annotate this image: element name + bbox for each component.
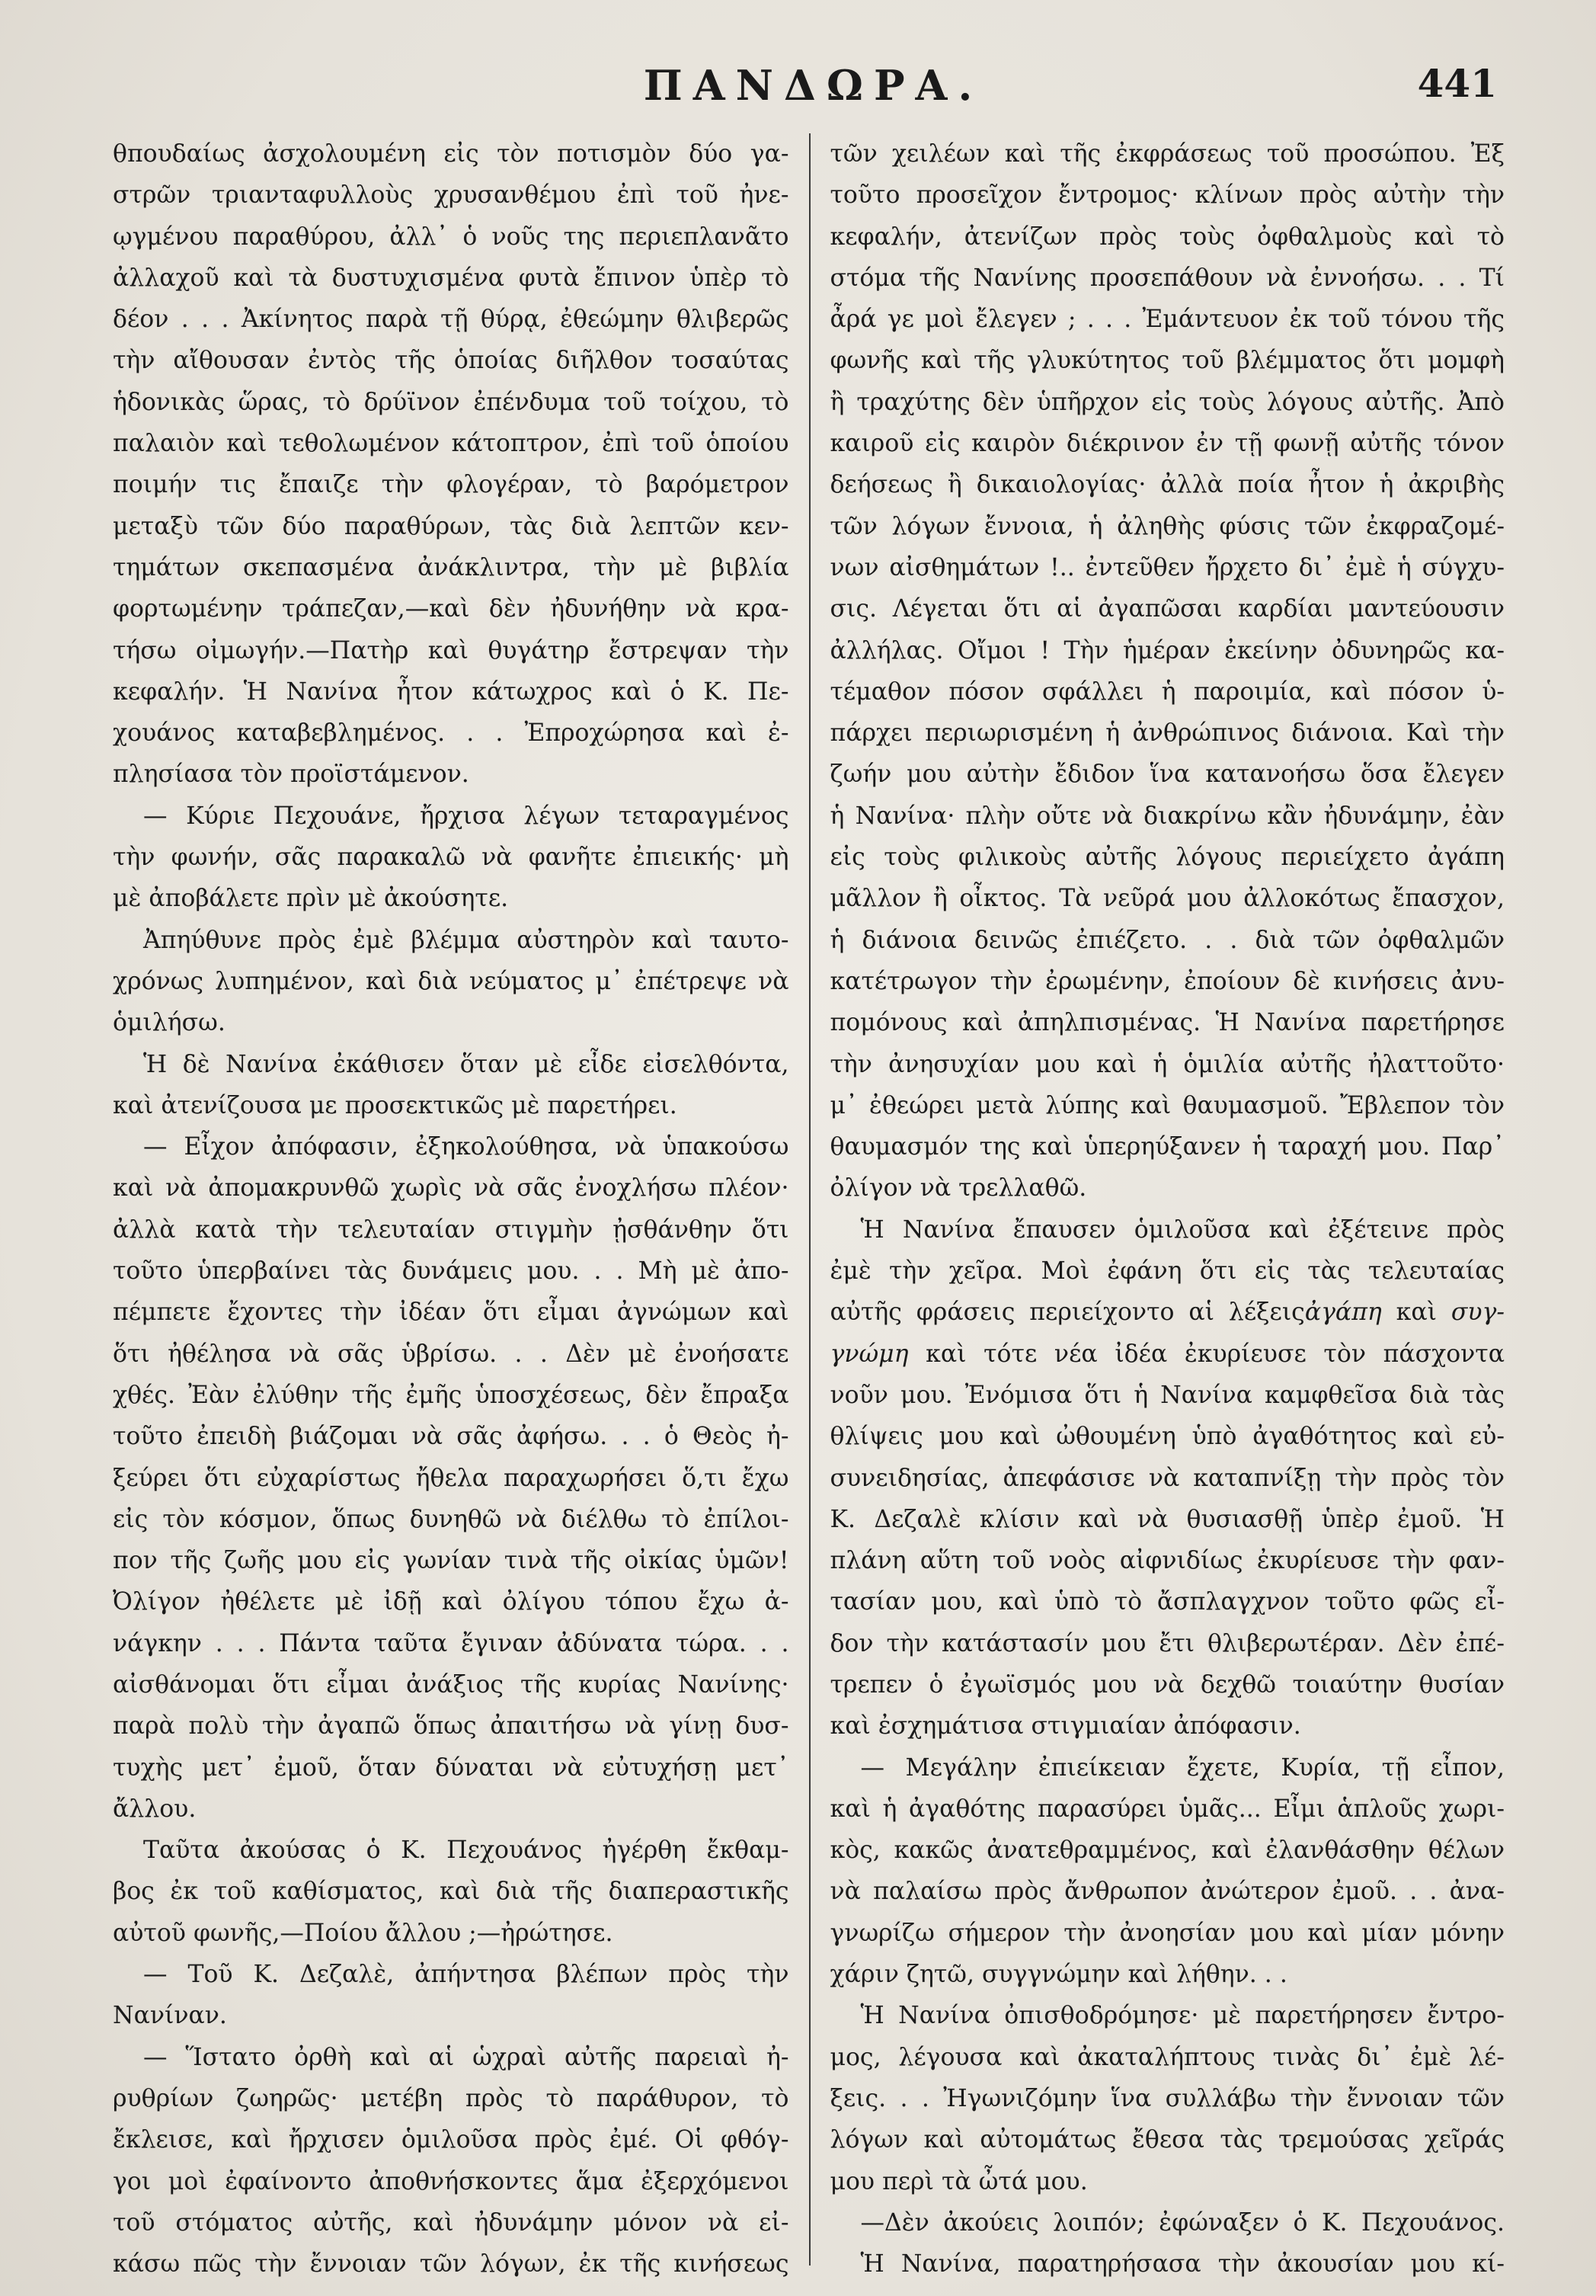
left-column [113,133,809,2278]
text-line: ῳγμένου παραθύρου, ἀλλ᾽ ὁ νοῦς της περιεπλανᾶτο [113,223,789,251]
text-line: κεφαλήν. Ἡ Νανίνα ἦτον κάτωχρος καὶ ὁ Κ. Πε- [113,677,789,706]
text-line: σις. Λέγεται ὅτι αἱ ἀγαπῶσαι καρδίαι μαντεύουσιν [830,595,1505,623]
text-line: καιροῦ εἰς καιρὸν διέκρινον ἐν τῇ φωνῇ αὐτῆς τόνον [830,430,1505,458]
text-line: ἡδονικὰς ὥρας, τὸ δρύϊνον ἐπένδυμα τοῦ τοίχου, τὸ [113,388,789,416]
text-line: λόγων καὶ αὐτομάτως ἔθεσα τὰς τρεμούσας χεῖράς [830,2126,1505,2154]
text-line: δέον . . . Ἀκίνητος παρὰ τῇ θύρᾳ, ἐθεώμην θλιβερῶς [113,306,789,334]
text-line: ρυθρίων ζωηρῶς· μετέβη πρὸς τὸ παράθυρον, τὸ [113,2084,789,2112]
text-line: τημάτων σκεπασμένα ἀνάκλιντρα, τὴν μὲ βιβλία [113,553,789,581]
text-line: κεφαλήν, ἀτενίζων πρὸς τοὺς ὀφθαλμοὺς καὶ τὸ [830,223,1505,251]
emphasized-word: ἀγάπη [1304,1299,1382,1327]
text-line: ξεις. . . Ἠγωνιζόμην ἵνα συλλάβω τὴν ἔννοιαν τῶν [830,2084,1505,2112]
text-line: — Ἵστατο ὀρθὴ καὶ αἱ ὡχραὶ αὐτῆς παρειαὶ ἠ- [143,2043,789,2071]
text-line: γνωρίζω σήμερον τὴν ἀνοησίαν μου καὶ μίαν μόνην [830,1919,1505,1947]
text-line: Ἡ Νανίνα, παρατηρήσασα τὴν ἀκουσίαν μου κί- [860,2250,1505,2278]
text-line: τῶν χειλέων καὶ τῆς ἐκφράσεως τοῦ προσώπου. Ἐξ [830,140,1505,168]
text-line: —Δὲν ἀκούεις λοιπόν; ἐφώναξεν ὁ Κ. Πεχουάνος. [860,2208,1505,2237]
text-line: δεήσεως ἢ δικαιολογίας· ἀλλὰ ποία ἦτον ἡ ἀκριβὴς [830,471,1505,499]
text-line: χθές. Ἐὰν ἐλύθην τῆς ἐμῆς ὑποσχέσεως, δὲν ἔπραξα [113,1381,789,1409]
emphasized-word: γνώμη [830,1340,909,1368]
text-line: μ᾽ ἐθεώρει μετὰ λύπης καὶ θαυμασμοῦ. Ἔβλεπον τὸν [830,1091,1505,1119]
text-line: θπουδαίως ἀσχολουμένη εἰς τὸν ποτισμὸν δύο γα- [113,140,789,168]
text-line: κάσω πῶς τὴν ἔννοιαν τῶν λόγων, ἐκ τῆς κινήσεως [113,2250,789,2278]
text-line: μου περὶ τὰ ὦτά μου. [830,2167,1088,2195]
text-line: — Μεγάλην ἐπιείκειαν ἔχετε, Κυρία, τῇ εἶπον, [860,1753,1505,1782]
text-line: — Κύριε Πεχουάνε, ἤρχισα λέγων τεταραγμένος [143,802,789,830]
text-line: ἡ διάνοια δεινῶς ἐπιέζετο. . . διὰ τῶν ὀφθαλμῶν [830,926,1505,954]
text-line: ἀλλαχοῦ καὶ τὰ δυστυχισμένα φυτὰ ἔπινον ὑπὲρ τὸ [113,264,789,292]
text-line: Ταῦτα ἀκούσας ὁ Κ. Πεχουάνος ἠγέρθη ἔκθαμ- [143,1836,789,1865]
line-text: καὶ τότε νέα ἰδέα ἐκυρίευσε τὸν πάσχοντα [908,1340,1505,1368]
text-line: συνειδησίας, ἀπεφάσισε νὰ καταπνίξῃ τὴν πρὸς τὸν [830,1464,1505,1492]
text-line: τοῦτο ἐπειδὴ βιάζομαι νὰ σᾶς ἀφήσω. . . ὁ Θεὸς ἠ- [113,1423,789,1451]
text-line: τὴν αἴθουσαν ἐντὸς τῆς ὁποίας διῆλθον τοσαύτας [113,347,789,375]
text-line: μὲ ἀποβάλετε πρὶν μὲ ἀκούσητε. [113,885,509,913]
text-line: τοῦτο προσεῖχον ἔντρομος· κλίνων πρὸς αὐτὴν τὴν [830,181,1505,210]
text-line: τυχὴς μετ᾽ ἐμοῦ, ὅταν δύναται νὰ εὐτυχήσῃ μετ᾽ [113,1753,789,1782]
text-line: — Τοῦ Κ. Δεζαλὲ, ἀπήντησα βλέπων πρὸς τὴν [143,1961,789,1989]
text-line: ὁμιλήσω. [113,1009,225,1037]
text-line: καὶ ἐσχημάτισα στιγμιαίαν ἀπόφασιν. [830,1712,1301,1740]
text-line: ζωήν μου αὐτὴν ἔδιδον ἵνα κατανοήσω ὅσα ἔλεγεν [830,761,1505,789]
text-line: φωνῆς καὶ τῆς γλυκύτητος τοῦ βλέμματος ὅτι μομφὴ [830,347,1505,375]
text-line: ξεύρει ὅτι εὐχαρίστως ἤθελα παραχωρήσει ὅ,τι ἔχω [113,1464,789,1492]
line-text: καὶ [1381,1299,1451,1327]
text-columns [113,133,1505,2278]
text-line: μεταξὺ τῶν δύο παραθύρων, τὰς διὰ λεπτῶν κεν- [113,512,789,540]
text-line: νὰ παλαίσω πρὸς ἄνθρωπον ἀνώτερον ἐμοῦ. . . ἀνα- [830,1878,1505,1906]
text-line: εἰς τοὺς φιλικοὺς αὐτῆς λόγους περιείχετο ἀγάπη [830,844,1505,872]
text-line: πλάνη αὕτη τοῦ νοὸς αἰφνιδίως ἐκυρίευσε τὴν φαν- [830,1547,1505,1575]
text-line: καὶ νὰ ἀπομακρυνθῶ χωρὶς νὰ σᾶς ἐνοχλήσω πλέον· [113,1174,789,1202]
text-line: ἆρά γε μοὶ ἔλεγεν ; . . . Ἐμάντευον ἐκ τοῦ τόνου τῆς [830,306,1505,334]
text-line: πομόνους καὶ ἀπηλπισμένας. Ἡ Νανίνα παρετήρησε [830,1009,1505,1037]
text-line: νοῦν μου. Ἐνόμισα ὅτι ἡ Νανίνα καμφθεῖσα διὰ τὰς [830,1381,1505,1409]
text-line: θαυμασμόν της καὶ ὑπερηύξανεν ἡ ταραχή μου. Παρ᾽ [830,1133,1505,1161]
right-column [809,133,1505,2278]
text-line: τασίαν μου, καὶ ὑπὸ τὸ ἄσπλαγχνον τοῦτο φῶς εἶ- [830,1588,1505,1616]
text-line: νων αἰσθημάτων !.. ἐντεῦθεν ἤρχετο δι᾽ ἐμὲ ἡ σύγχυ- [830,553,1505,581]
text-line: ἀλλήλας. Οἴμοι ! Τὴν ἡμέραν ἐκείνην ὀδυνηρῶς κα- [830,636,1505,664]
text-line: Ἡ Νανίνα ἔπαυσεν ὁμιλοῦσα καὶ ἐξέτεινε πρὸς [860,1215,1505,1244]
line-text: αὐτῆς φράσεις περιείχοντο αἱ λέξεις [830,1299,1305,1327]
text-line: νάγκην . . . Πάντα ταῦτα ἔγιναν ἀδύνατα τώρα. . . [113,1629,789,1657]
text-line: Ὀλίγον ἠθέλετε μὲ ἰδῇ καὶ ὀλίγου τόπου ἔχω ἀ- [113,1588,789,1616]
text-line: πέμπετε ἔχοντες τὴν ἰδέαν ὅτι εἶμαι ἀγνώμων καὶ [113,1299,789,1327]
text-line: πλησίασα τὸν προϊστάμενον. [113,761,469,789]
text-line: πάρχει περιωρισμένη ἡ ἀνθρώπινος διάνοια. Καὶ τὴν [830,719,1505,748]
text-line: παρὰ πολὺ τὴν ἀγαπῶ ὅπως ἀπαιτήσω νὰ γίνῃ δυσ- [113,1712,789,1740]
text-line: τῶν λόγων ἔννοια, ἡ ἀληθὴς φύσις τῶν ἐκφραζομέ- [830,512,1505,540]
text-line: ὀλίγον νὰ τρελλαθῶ. [830,1174,1087,1202]
text-line: χρόνως λυπημένον, καὶ διὰ νεύματος μ᾽ ἐπέτρεψε νὰ [113,967,789,995]
text-line: τρεπεν ὁ ἐγωϊσμός μου νὰ δεχθῶ τοιαύτην θυσίαν [830,1670,1505,1699]
text-line: παλαιὸν καὶ τεθολωμένον κάτοπτρον, ἐπὶ τοῦ ὁποίου [113,430,789,458]
text-line: εἰς τὸν κόσμον, ὅπως δυνηθῶ νὰ διέλθω τὸ ἐπίλοι- [113,1505,789,1533]
text-line: ἡ Νανίνα· πλὴν οὔτε νὰ διακρίνω κἂν ἠδυνάμην, ἐὰν [830,802,1505,830]
text-line: μᾶλλον ἢ οἶκτος. Τὰ νεῦρά μου ἀλλοκότως ἔπασχον, [830,885,1505,913]
text-line: πον τῆς ζωῆς μου εἰς γωνίαν τινὰ τῆς οἰκίας ὑμῶν! [113,1547,789,1575]
text-line: ποιμήν τις ἔπαιζε τὴν φλογέραν, τὸ βαρόμετρον [113,471,789,499]
text-line: χάριν ζητῶ, συγγνώμην καὶ λήθην. . . [830,1961,1287,1989]
text-line: καὶ ἀτενίζουσα με προσεκτικῶς μὲ παρετήρει. [113,1091,677,1119]
text-line: μος, λέγουσα καὶ ἀκαταλήπτους τινὰς δι᾽ ἐμὲ λέ- [830,2043,1505,2071]
text-line [830,1334,1505,1375]
text-line: θλίψεις μου καὶ ὠθουμένη ὑπὸ ἀγαθότητος καὶ εὐ- [830,1423,1505,1451]
text-line: τοῦτο ὑπερβαίνει τὰς δυνάμεις μου. . . Μὴ μὲ ἀπο- [113,1257,789,1286]
text-line: Κ. Δεζαλὲ κλίσιν καὶ νὰ θυσιασθῇ ὑπὲρ ἐμοῦ. Ἡ [830,1505,1505,1533]
text-line: ἔκλεισε, καὶ ἤρχισεν ὁμιλοῦσα πρὸς ἐμέ. Οἱ φθόγ- [113,2126,789,2154]
text-line: καὶ ἡ ἀγαθότης παρασύρει ὑμᾶς... Εἶμι ἁπλοῦς χωρι- [830,1795,1505,1823]
text-line: τοῦ στόματος αὐτῆς, καὶ ἠδυνάμην μόνον νὰ εἰ- [113,2208,789,2237]
text-line: στόμα τῆς Νανίνης προσεπάθουν νὰ ἐννοήσω. . . Τί [830,264,1505,292]
text-line: γοι μοὶ ἐφαίνοντο ἀποθνήσκοντες ἅμα ἐξερχόμενοι [113,2167,789,2195]
text-line: Ἡ Νανίνα ὀπισθοδρόμησε· μὲ παρετήρησεν ἔντρο- [860,2002,1505,2030]
text-line: ἐμὲ τὴν χεῖρα. Μοὶ ἐφάνη ὅτι εἰς τὰς τελευταίας [830,1257,1505,1286]
text-line: τὴν ἀνησυχίαν μου καὶ ἡ ὁμιλία αὐτῆς ἠλαττοῦτο· [830,1050,1505,1078]
text-line: βος ἐκ τοῦ καθίσματος, καὶ διὰ τῆς διαπεραστικῆς [113,1878,789,1906]
text-line: ὅτι ἠθέλησα νὰ σᾶς ὑβρίσω. . . Δὲν μὲ ἐνοήσατε [113,1340,789,1368]
text-line [830,1292,1505,1333]
text-line: δον τὴν κατάστασίν μου ἔτι θλιβερωτέραν. Δὲν ἐπέ- [830,1629,1505,1657]
page-header [122,61,1505,130]
text-line: στρῶν τριανταφυλλοὺς χρυσανθέμου ἐπὶ τοῦ ἠνε- [113,181,789,210]
text-line: — Εἶχον ἀπόφασιν, ἐξηκολούθησα, νὰ ὑπακούσω [143,1133,789,1161]
running-head: ΠΑΝΔΩΡΑ. [643,61,984,110]
text-line: Ἡ δὲ Νανίνα ἐκάθισεν ὅταν μὲ εἶδε εἰσελθόντα, [143,1050,789,1078]
text-line: χουάνος καταβεβλημένος. . . Ἐπροχώρησα καὶ ἐ- [113,719,789,748]
page-number: 441 [1417,61,1497,106]
text-line: αἰσθάνομαι ὅτι εἶμαι ἀνάξιος τῆς κυρίας Νανίνης· [113,1670,789,1699]
text-line: ἄλλου. [113,1795,197,1823]
text-line: κατέτρωγον τὴν ἐρωμένην, ἐποίουν δὲ κινήσεις ἀνυ- [830,967,1505,995]
text-line: ἀλλὰ κατὰ τὴν τελευταίαν στιγμὴν ᾐσθάνθην ὅτι [113,1215,789,1244]
text-line: ἢ τραχύτης δὲν ὑπῆρχον εἰς τοὺς λόγους αὐτῆς. Ἀπὸ [830,388,1505,416]
text-line: Νανίναν. [113,2002,227,2030]
emphasized-word: συγ- [1450,1299,1505,1327]
text-line: κὸς, κακῶς ἀνατεθραμμένος, καὶ ἐλανθάσθην θέλων [830,1836,1505,1865]
text-line: φορτωμένην τράπεζαν,—καὶ δὲν ἠδυνήθην νὰ κρα- [113,595,789,623]
text-line: τήσω οἰμωγήν.—Πατὴρ καὶ θυγάτηρ ἔστρεψαν τὴν [113,636,789,664]
text-line: Ἀπηύθυνε πρὸς ἐμὲ βλέμμα αὐστηρὸν καὶ ταυτο- [143,926,789,954]
text-line: αὐτοῦ φωνῆς,—Ποίου ἄλλου ;—ἠρώτησε. [113,1919,613,1947]
text-line: τέμαθον πόσον σφάλλει ἡ παροιμία, καὶ πόσον ὑ- [830,677,1505,706]
text-line: τὴν φωνήν, σᾶς παρακαλῶ νὰ φανῆτε ἐπιεικής· μὴ [113,844,789,872]
